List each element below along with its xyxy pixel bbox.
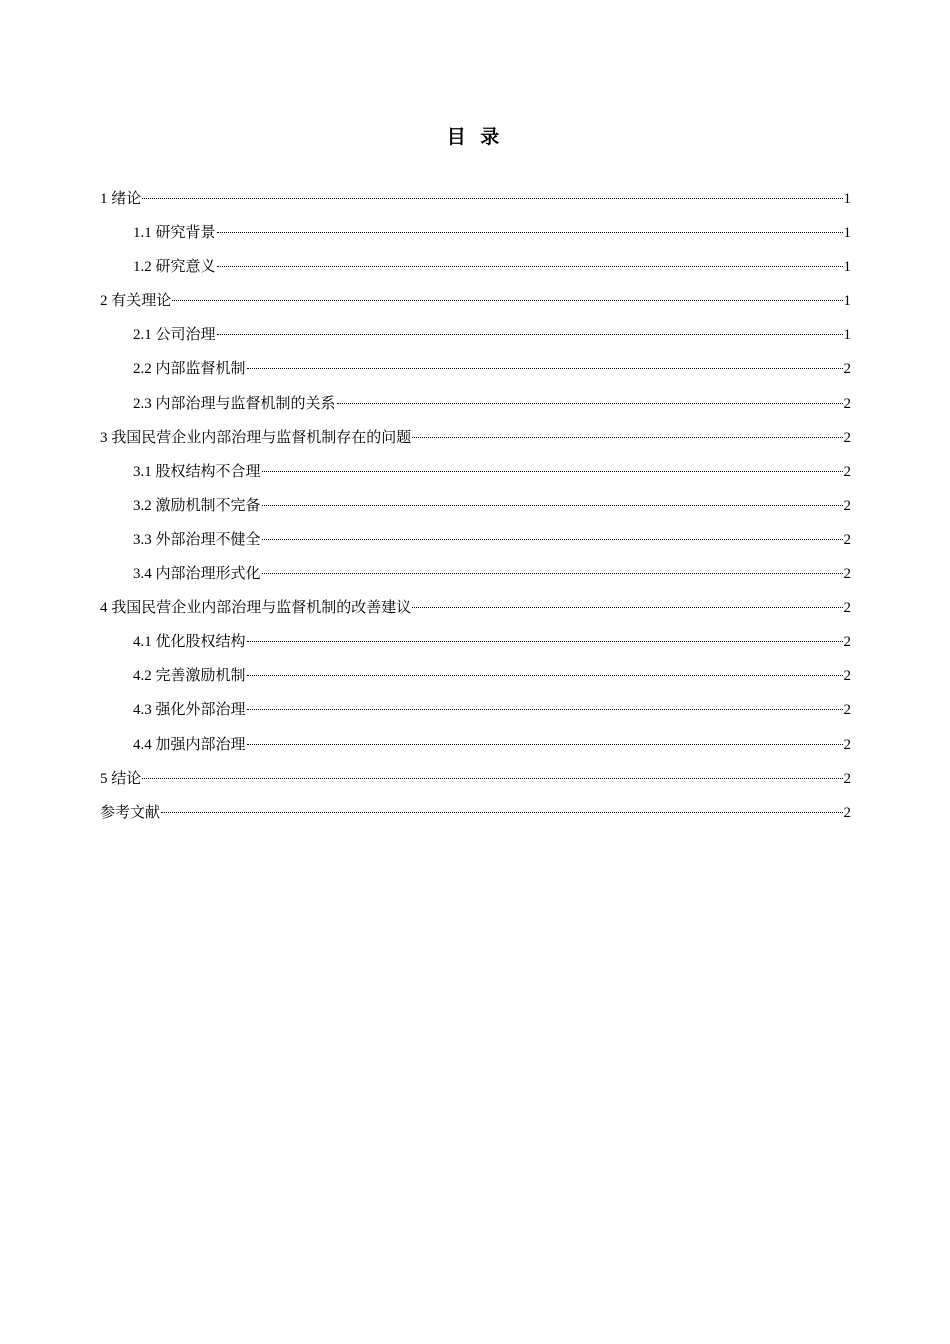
toc-entry-page-number: 2: [843, 361, 851, 378]
toc-entry[interactable]: [100, 559, 851, 593]
toc-entry[interactable]: [100, 184, 851, 218]
toc-dot-leader: [247, 675, 843, 676]
toc-dot-leader: [217, 232, 843, 233]
toc-entry[interactable]: [100, 661, 851, 695]
toc-dot-leader: [262, 505, 843, 506]
toc-entry-label: 2.1 公司治理: [133, 327, 216, 344]
toc-entry[interactable]: [100, 627, 851, 661]
toc-entry-page-number: 2: [843, 634, 851, 651]
toc-entry-label: 4.2 完善激励机制: [133, 668, 246, 685]
toc-dot-leader: [412, 607, 842, 608]
toc-dot-leader: [161, 812, 842, 813]
toc-entry-page-number: 2: [843, 497, 851, 514]
toc-dot-leader: [217, 334, 843, 335]
toc-entry-label: 4.4 加强内部治理: [133, 736, 246, 753]
toc-entry-page-number: 2: [843, 600, 851, 617]
toc-entry[interactable]: [100, 695, 851, 729]
toc-dot-leader: [262, 573, 843, 574]
toc-list: [100, 184, 851, 832]
toc-entry-page-number: 2: [843, 702, 851, 719]
toc-dot-leader: [412, 437, 842, 438]
toc-entry[interactable]: [100, 252, 851, 286]
toc-entry-page-number: 2: [843, 566, 851, 583]
toc-dot-leader: [247, 368, 843, 369]
toc-entry-label: 2 有关理论: [100, 293, 172, 310]
toc-dot-leader: [142, 778, 842, 779]
toc-entry-page-number: 1: [843, 225, 851, 242]
toc-entry[interactable]: [100, 320, 851, 354]
toc-entry[interactable]: [100, 389, 851, 423]
toc-entry[interactable]: [100, 593, 851, 627]
toc-entry-label: 1.2 研究意义: [133, 259, 216, 276]
toc-entry-label: 4.1 优化股权结构: [133, 634, 246, 651]
toc-entry-page-number: 1: [843, 191, 851, 207]
toc-entry-label: 4 我国民营企业内部治理与监督机制的改善建议: [100, 600, 412, 617]
toc-entry-label: 3.4 内部治理形式化: [133, 566, 261, 583]
toc-entry[interactable]: [100, 218, 851, 252]
toc-entry-page-number: 2: [843, 395, 851, 412]
toc-entry-label: 4.3 强化外部治理: [133, 702, 246, 719]
toc-entry-label: 3.3 外部治理不健全: [133, 531, 261, 548]
toc-dot-leader: [262, 539, 843, 540]
toc-entry-page-number: 1: [843, 259, 851, 276]
toc-entry-page-number: 2: [843, 531, 851, 548]
toc-dot-leader: [217, 266, 843, 267]
toc-entry-page-number: 2: [843, 736, 851, 753]
toc-entry-page-number: 2: [843, 804, 851, 821]
toc-dot-leader: [172, 300, 842, 301]
toc-dot-leader: [247, 641, 843, 642]
toc-entry[interactable]: [100, 491, 851, 525]
toc-entry-page-number: 2: [843, 770, 851, 787]
toc-dot-leader: [262, 471, 843, 472]
toc-entry-page-number: 2: [843, 463, 851, 480]
toc-entry-page-number: 1: [843, 327, 851, 344]
toc-entry-label: 2.3 内部治理与监督机制的关系: [133, 395, 336, 412]
toc-entry[interactable]: [100, 423, 851, 457]
toc-entry-page-number: 2: [843, 429, 851, 446]
toc-entry[interactable]: [100, 354, 851, 388]
toc-title: 目 录: [446, 126, 504, 148]
toc-entry[interactable]: [100, 525, 851, 559]
toc-entry-label: 2.2 内部监督机制: [133, 361, 246, 378]
toc-entry[interactable]: [100, 730, 851, 764]
toc-entry-label: 3.1 股权结构不合理: [133, 463, 261, 480]
toc-entry-page-number: 1: [843, 293, 851, 310]
toc-dot-leader: [142, 198, 842, 199]
toc-dot-leader: [247, 744, 843, 745]
toc-entry[interactable]: [100, 764, 851, 798]
toc-entry[interactable]: [100, 798, 851, 832]
toc-entry-label: 参考文献: [100, 804, 161, 821]
toc-entry-label: 3.2 激励机制不完备: [133, 497, 261, 514]
toc-entry-label: 3 我国民营企业内部治理与监督机制存在的问题: [100, 429, 412, 446]
toc-entry-label: 1 绪论: [100, 191, 142, 207]
toc-entry[interactable]: [100, 457, 851, 491]
toc-entry-page-number: 2: [843, 668, 851, 685]
toc-entry[interactable]: [100, 286, 851, 320]
toc-dot-leader: [337, 403, 843, 404]
toc-dot-leader: [247, 709, 843, 710]
toc-entry-label: 1.1 研究背景: [133, 225, 216, 242]
toc-entry-label: 5 结论: [100, 770, 142, 787]
